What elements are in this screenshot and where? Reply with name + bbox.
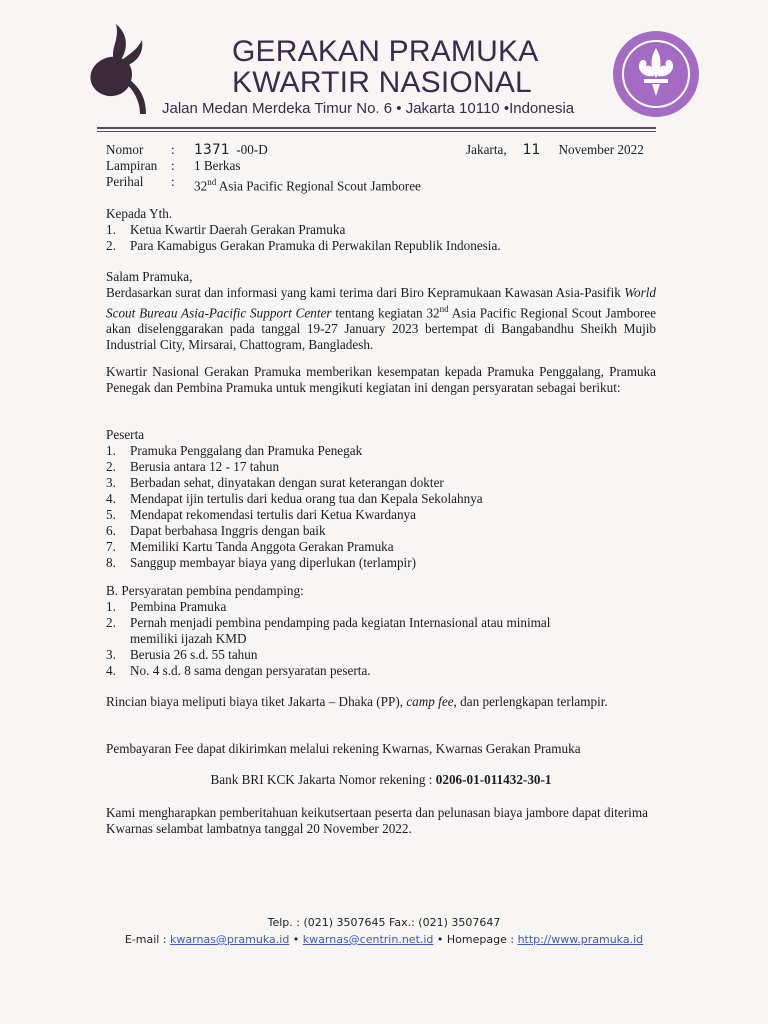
nomor-value bbox=[194, 142, 268, 158]
wsb-name: World Scout Bureau Asia-Pacific Support Center bbox=[106, 285, 656, 321]
account-number: 0206-01-011432-30-1 bbox=[435, 772, 552, 787]
list-item: 4. Mendapat ijin tertulis dari kedua orang tua dan Kepala Sekolahnya bbox=[106, 491, 483, 506]
paragraph-4: Pembayaran Fee dapat dikirimkan melalui rekening Kwarnas, Kwarnas Gerakan Pramuka bbox=[106, 741, 581, 756]
footer-phone: Telp. : (021) 3507645 Fax.: (021) 3507647 bbox=[267, 916, 501, 929]
peserta-heading: Peserta bbox=[106, 427, 145, 442]
salutation: Salam Pramuka, bbox=[106, 269, 193, 284]
paragraph-5: Kami mengharapkan pemberitahuan keikutsertaan peserta dan pelunasan biaya jambore dapat diterima Kwarnas selambat lambatnya tanggal 20 November 2022. bbox=[106, 805, 648, 836]
tunas-kelapa-logo-icon bbox=[80, 18, 156, 118]
scout-emblem-icon bbox=[612, 30, 700, 118]
email-link-2[interactable]: kwarnas@centrin.net.id bbox=[302, 933, 434, 946]
peserta-list bbox=[106, 443, 656, 571]
nomor-handwritten-number: 1371 bbox=[194, 142, 230, 158]
org-name-line1: GERAKAN PRAMUKA bbox=[232, 35, 539, 68]
date-month-year: November 2022 bbox=[558, 142, 644, 157]
list-item: 2. Pernah menjadi pembina pendamping pada kegiatan Internasional atau minimal memiliki ijazah KMD bbox=[106, 615, 551, 646]
email-link-1[interactable]: kwarnas@pramuka.id bbox=[170, 933, 290, 946]
perihal-sup: nd bbox=[207, 177, 217, 187]
lampiran-label: Lampiran bbox=[106, 158, 158, 173]
list-item: 3. Berbadan sehat, dinyatakan dengan surat keterangan dokter bbox=[106, 475, 444, 490]
list-item: 3. Berusia 26 s.d. 55 tahun bbox=[106, 647, 258, 662]
list-item: 2. Berusia antara 12 - 17 tahun bbox=[106, 459, 280, 474]
perihal-label: Perihal bbox=[106, 174, 144, 189]
footer-contact: E-mail : kwarnas@pramuka.id • kwarnas@centrin.net.id • Homepage : http://www.pramuka.id bbox=[124, 933, 644, 946]
nomor-label: Nomor bbox=[106, 142, 144, 157]
list-item: 8. Sanggup membayar biaya yang diperlukan (terlampir) bbox=[106, 555, 416, 570]
recipients bbox=[106, 206, 656, 254]
recipients-list bbox=[106, 222, 656, 254]
paragraph-1: Berdasarkan surat dan informasi yang kami terima dari Biro Kepramukaan Kawasan Asia-Pasifik World Scout Bureau Asia-Pacific Support Center tentang kegiatan 32nd Asia Pacific Regional Scout Jamboree akan diselenggarakan pada tanggal 19-27 January 2023 bertempat di Bangabandhu Sheikh Mujib Industrial City, Mirsarai, Chattogram, Bangladesh. bbox=[106, 285, 656, 353]
pembina-heading: B. Persyaratan pembina pendamping: bbox=[106, 583, 304, 598]
colon: : bbox=[171, 174, 175, 189]
camp-fee: camp fee bbox=[406, 694, 454, 709]
list-item: 4. No. 4 s.d. 8 sama dengan persyaratan peserta. bbox=[106, 663, 371, 678]
list-item: 6. Dapat berbahasa Inggris dengan baik bbox=[106, 523, 326, 538]
pembina-section bbox=[106, 583, 656, 679]
homepage-link[interactable]: http://www.pramuka.id bbox=[517, 933, 644, 946]
letterhead-rule bbox=[97, 127, 656, 129]
colon: : bbox=[171, 158, 175, 173]
date-city: Jakarta, bbox=[466, 142, 507, 157]
bank-account: Bank BRI KCK Jakarta Nomor rekening : 0206-01-011432-30-1 bbox=[210, 772, 552, 787]
org-address: Jalan Medan Merdeka Timur No. 6 • Jakarta 10110 •Indonesia bbox=[162, 100, 575, 117]
organization-name bbox=[232, 36, 538, 98]
list-item: 1. Ketua Kwartir Daerah Gerakan Pramuka bbox=[106, 222, 346, 237]
pembina-list bbox=[106, 599, 596, 679]
paragraph-intro bbox=[106, 269, 656, 353]
lampiran-value: 1 Berkas bbox=[194, 158, 241, 173]
list-item: 1. Pramuka Penggalang dan Pramuka Penegak bbox=[106, 443, 363, 458]
list-item: 7. Memiliki Kartu Tanda Anggota Gerakan Pramuka bbox=[106, 539, 394, 554]
perihal-value bbox=[194, 174, 421, 194]
list-item: 2. Para Kamabigus Gerakan Pramuka di Perwakilan Republik Indonesia. bbox=[106, 238, 501, 253]
letter-date bbox=[466, 142, 644, 158]
recipients-heading: Kepada Yth. bbox=[106, 206, 173, 221]
date-day-handwritten: 11 bbox=[522, 142, 541, 158]
nomor-suffix: -00-D bbox=[236, 142, 268, 157]
perihal-number: 32 bbox=[194, 178, 208, 194]
paragraph-3: Rincian biaya meliputi biaya tiket Jakarta – Dhaka (PP), camp fee, dan perlengkapan terlampir. bbox=[106, 694, 608, 709]
list-item: 5. Mendapat rekomendasi tertulis dari Ketua Kwardanya bbox=[106, 507, 416, 522]
colon: : bbox=[171, 142, 175, 157]
list-item: 1. Pembina Pramuka bbox=[106, 599, 227, 614]
peserta-section bbox=[106, 427, 656, 571]
letterhead-rule-thin bbox=[97, 131, 656, 132]
perihal-title: Asia Pacific Regional Scout Jamboree bbox=[216, 178, 421, 194]
org-name-line2: KWARTIR NASIONAL bbox=[232, 66, 532, 99]
paragraph-2: Kwartir Nasional Gerakan Pramuka memberikan kesempatan kepada Pramuka Penggalang, Pramuka Penegak dan Pembina Pramuka untuk mengikuti kegiatan ini dengan persyaratan sebagai berikut: bbox=[106, 364, 656, 395]
